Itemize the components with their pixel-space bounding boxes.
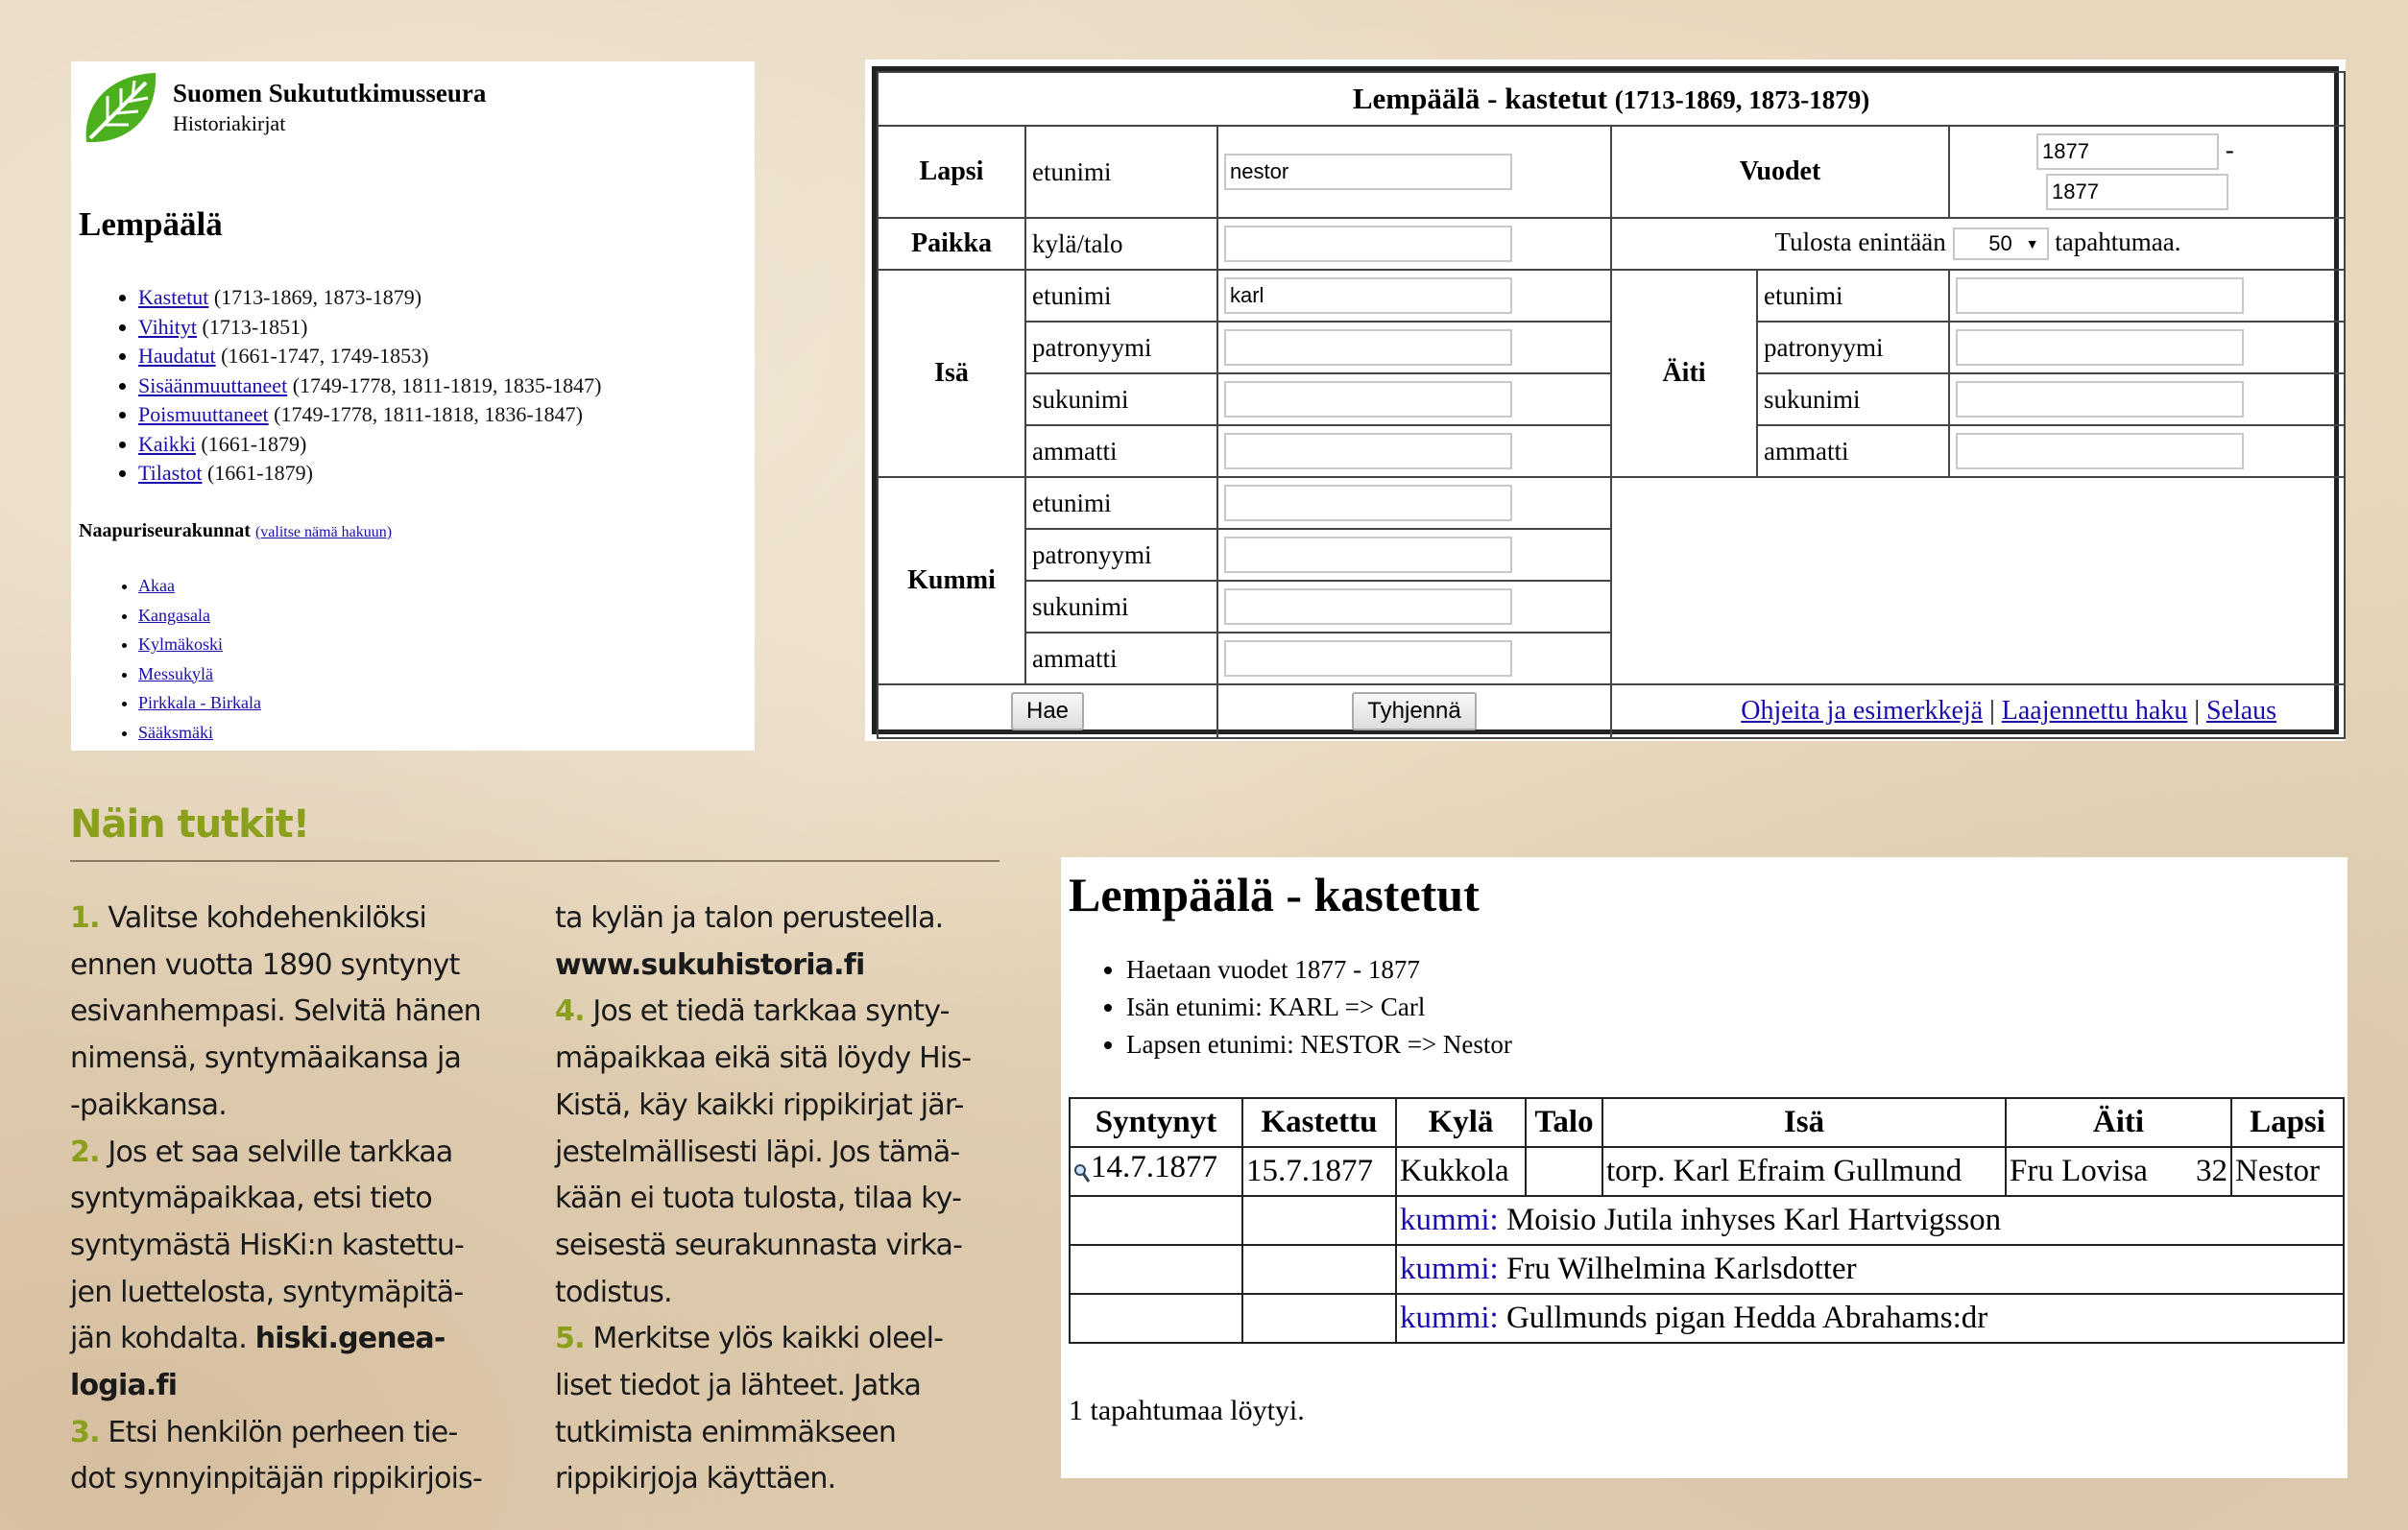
line-text: esivanhempasi. Selvitä hänen — [70, 994, 481, 1029]
dropdown-arrow-icon: ▼ — [2025, 236, 2039, 252]
line-text: liset tiedot ja lähteet. Jatka — [555, 1369, 922, 1403]
search-button[interactable]: Hae — [1011, 692, 1084, 730]
table-row — [1070, 1196, 2344, 1245]
events-label: tapahtumaa. — [2055, 227, 2181, 256]
mother-surname-input[interactable] — [1956, 381, 2244, 418]
empty-cell — [1070, 1245, 1242, 1294]
line-text: todistus. — [555, 1275, 672, 1309]
line-text: jestelmällisesti läpi. Jos tämä- — [555, 1135, 960, 1169]
text-line — [555, 989, 999, 1036]
browse-link[interactable]: Selaus — [2205, 696, 2277, 726]
step-number: 5. — [555, 1322, 585, 1356]
neighbor-link-kylmakoski[interactable]: Kylmäkoski — [138, 634, 223, 654]
link-separator: | — [2194, 696, 2200, 726]
godparent-cell — [1396, 1294, 2344, 1343]
magnifier-icon[interactable] — [1073, 1158, 1091, 1193]
line-text: syntymästä HisKi:n kastettu- — [70, 1228, 465, 1262]
field-cell — [1217, 322, 1611, 373]
list-item — [138, 688, 261, 718]
column-header: Äiti — [2006, 1098, 2231, 1147]
list-item — [138, 718, 261, 748]
record-period: (1713-1869, 1873-1879) — [213, 285, 422, 309]
field-label: patronyymi — [1025, 529, 1217, 581]
record-link-kastetut[interactable]: Kastetut — [138, 285, 209, 309]
year-dash: - — [2225, 135, 2234, 164]
born-date: 14.7.1877 — [1091, 1150, 1217, 1184]
max-results-select[interactable] — [1953, 227, 2049, 260]
list-item — [138, 342, 602, 371]
field-label: etunimi — [1757, 270, 1949, 322]
field-label: kylä/talo — [1025, 218, 1217, 270]
table-row — [1070, 1245, 2344, 1294]
record-list — [71, 283, 602, 489]
kummi-label: kummi: — [1400, 1301, 1499, 1335]
field-label: etunimi — [1025, 126, 1217, 218]
record-link-tilastot[interactable]: Tilastot — [138, 461, 203, 485]
line-text: Etsi henkilön perheen tie- — [108, 1415, 458, 1449]
list-item — [138, 283, 602, 313]
neighbor-link-messukyla[interactable]: Messukylä — [138, 663, 213, 683]
text-line — [555, 1316, 999, 1363]
record-period: (1661-1879) — [206, 461, 313, 485]
mother-first-name-input[interactable] — [1956, 277, 2244, 314]
field-label: ammatti — [1025, 633, 1217, 684]
line-text: Jos et tiedä tarkkaa synty- — [592, 994, 950, 1029]
line-text: dot synnyinpitäjän rippikirjois- — [70, 1462, 483, 1496]
line-text: nimensä, syntymäaikansa ja — [70, 1041, 462, 1076]
village-cell: Kukkola — [1396, 1147, 1526, 1196]
godparent-cell — [1396, 1245, 2344, 1294]
mother-name: Fru Lovisa — [2010, 1154, 2148, 1188]
field-label: sukunimi — [1025, 581, 1217, 633]
mother-cell — [2006, 1147, 2231, 1196]
mother-age: 32 — [2196, 1154, 2227, 1188]
neighbor-link-saaksmaki[interactable]: Sääksmäki — [138, 722, 213, 742]
howto-heading: Näin tutkit! — [70, 802, 309, 847]
village-house-input[interactable] — [1224, 226, 1512, 262]
step-number: 2. — [70, 1135, 100, 1169]
neighbor-link-pirkkala[interactable]: Pirkkala - Birkala — [138, 693, 261, 712]
field-cell — [1217, 529, 1611, 581]
howto-box — [70, 802, 1001, 1496]
field-label: etunimi — [1025, 270, 1217, 322]
year-to-input[interactable] — [2046, 174, 2228, 210]
clear-button-cell — [1217, 684, 1611, 738]
empty-cell — [1242, 1245, 1396, 1294]
godparent-name: Gullmunds pigan Hedda Abrahams:dr — [1505, 1301, 1988, 1335]
search-button-cell — [878, 684, 1217, 738]
neighbors-heading-text: Naapuriseurakunnat — [79, 520, 251, 541]
url-text: logia.fi — [70, 1369, 178, 1403]
results-table — [1069, 1097, 2345, 1344]
table-row — [1070, 1294, 2344, 1343]
record-link-haudatut[interactable]: Haudatut — [138, 344, 216, 368]
line-text: ennen vuotta 1890 syntynyt — [70, 947, 460, 982]
line-text: mäpaikkaa eikä sitä löydy His- — [555, 1041, 972, 1076]
godparent-patronym-input[interactable] — [1224, 537, 1512, 573]
text-line — [70, 1316, 514, 1363]
baptized-cell: 15.7.1877 — [1242, 1147, 1396, 1196]
field-label: sukunimi — [1025, 373, 1217, 425]
record-period: (1661-1747, 1749-1853) — [221, 344, 429, 368]
help-links — [1611, 684, 2345, 738]
line-text: kään ei tuota tulosta, tilaa ky- — [555, 1182, 962, 1216]
list-item — [138, 371, 602, 401]
line-text: Jos et saa selville tarkkaa — [108, 1135, 453, 1169]
field-cell — [1217, 218, 1611, 270]
record-period: (1713-1851) — [202, 314, 308, 339]
link-separator: | — [1989, 696, 1995, 726]
advanced-search-link[interactable]: Laajennettu haku — [2001, 696, 2188, 726]
father-occupation-input[interactable] — [1224, 433, 1512, 469]
record-period: (1749-1778, 1811-1818, 1836-1847) — [274, 402, 583, 426]
empty-cell — [1242, 1196, 1396, 1245]
table-row — [1070, 1147, 2344, 1196]
record-link-poismuuttaneet[interactable]: Poismuuttaneet — [138, 402, 269, 426]
form-title-years: (1713-1869, 1873-1879) — [1614, 85, 1870, 114]
list-item — [138, 400, 602, 430]
isa-label: Isä — [878, 270, 1025, 477]
list-item — [138, 571, 261, 601]
max-results-label: Tulosta enintään — [1774, 227, 1946, 256]
vuodet-label: Vuodet — [1611, 126, 1949, 218]
field-cell — [1217, 477, 1611, 529]
list-item: • Isän etunimi: KARL => Carl — [1126, 989, 1512, 1026]
text-line — [70, 1130, 514, 1177]
text-line — [70, 896, 514, 943]
record-link-kaikki[interactable]: Kaikki — [138, 431, 196, 456]
field-cell — [1217, 633, 1611, 684]
criteria-list — [1061, 951, 1512, 1064]
line-text: syntymäpaikkaa, etsi tieto — [70, 1182, 432, 1216]
house-cell — [1526, 1147, 1602, 1196]
line-text: jän kohdalta. — [70, 1322, 247, 1356]
record-period: (1661-1879) — [201, 431, 307, 456]
text-line — [70, 1410, 514, 1457]
field-label: patronyymi — [1025, 322, 1217, 373]
godparent-surname-input[interactable] — [1224, 588, 1512, 625]
results-title: Lempäälä - kastetut — [1069, 868, 1480, 921]
field-label: etunimi — [1025, 477, 1217, 529]
text-line — [70, 1363, 514, 1410]
kummi-label: Kummi — [878, 477, 1025, 684]
paikka-label: Paikka — [878, 218, 1025, 270]
column-header: Kylä — [1396, 1098, 1526, 1147]
url-text: www.sukuhistoria.fi — [555, 947, 865, 982]
column-header: Talo — [1526, 1098, 1602, 1147]
field-cell — [1217, 126, 1611, 218]
form-title — [878, 72, 2345, 126]
line-text: ta kylän ja talon perusteella. — [555, 901, 944, 935]
field-label: ammatti — [1025, 425, 1217, 477]
step-number: 1. — [70, 901, 100, 935]
line-text: Valitse kohdehenkilöksi — [108, 901, 427, 935]
field-label: patronyymi — [1757, 322, 1949, 373]
leaf-logo-icon — [79, 67, 161, 150]
father-surname-input[interactable] — [1224, 381, 1512, 418]
select-neighbors-link[interactable]: (valitse nämä hakuun) — [254, 524, 393, 540]
mother-patronym-input[interactable] — [1956, 329, 2244, 366]
lapsi-label: Lapsi — [878, 126, 1025, 218]
url-text: hiski.genea- — [254, 1322, 445, 1356]
search-form — [872, 66, 2339, 734]
line-text: Merkitse ylös kaikki oleel- — [592, 1322, 944, 1356]
godparent-cell — [1396, 1196, 2344, 1245]
list-item — [138, 659, 261, 689]
empty-cell — [1070, 1196, 1242, 1245]
field-cell — [1217, 425, 1611, 477]
mother-occupation-input[interactable] — [1956, 433, 2244, 469]
born-cell — [1070, 1147, 1242, 1196]
father-first-name-input[interactable] — [1224, 277, 1512, 314]
table-header — [1070, 1098, 2344, 1147]
record-period: (1749-1778, 1811-1819, 1835-1847) — [292, 372, 602, 397]
column-header: Syntynyt — [1070, 1098, 1242, 1147]
column-header: Kastettu — [1242, 1098, 1396, 1147]
neighbor-link-kangasala[interactable]: Kangasala — [138, 605, 210, 625]
list-item — [138, 459, 602, 489]
howto-column-2 — [555, 896, 999, 1503]
field-cell — [1949, 373, 2345, 425]
clear-button[interactable]: Tyhjennä — [1352, 692, 1476, 730]
step-number: 4. — [555, 994, 585, 1029]
search-form-table — [877, 71, 2346, 739]
line-text: seisestä seurakunnasta virka- — [555, 1228, 963, 1262]
list-item — [138, 430, 602, 460]
field-label: ammatti — [1757, 425, 1949, 477]
list-item — [138, 313, 602, 343]
godparent-occupation-input[interactable] — [1224, 640, 1512, 677]
divider — [70, 860, 999, 862]
line-text: tutkimista enimmäkseen — [555, 1415, 897, 1449]
kummi-label: kummi: — [1400, 1203, 1499, 1237]
search-form-panel — [865, 60, 2346, 741]
record-link-sisaanmuuttaneet[interactable]: Sisäänmuuttaneet — [138, 372, 288, 397]
field-label: sukunimi — [1757, 373, 1949, 425]
org-subtitle: Historiakirjat — [173, 111, 286, 135]
empty-cell — [1242, 1294, 1396, 1343]
field-cell — [1217, 270, 1611, 322]
child-first-name-input[interactable] — [1224, 154, 1512, 190]
list-item: • Lapsen etunimi: NESTOR => Nestor — [1126, 1026, 1512, 1064]
child-cell: Nestor — [2231, 1147, 2344, 1196]
howto-column-1 — [70, 896, 514, 1503]
form-title-text: Lempäälä - kastetut — [1352, 82, 1608, 115]
column-header: Lapsi — [2231, 1098, 2344, 1147]
father-patronym-input[interactable] — [1224, 329, 1512, 366]
line-text: Kistä, käy kaikki rippikirjat jär- — [555, 1088, 964, 1122]
aiti-label: Äiti — [1611, 270, 1757, 477]
line-text: rippikirjoja käyttäen. — [555, 1462, 836, 1496]
field-cell — [1949, 425, 2345, 477]
field-cell — [1217, 373, 1611, 425]
neighbor-list — [71, 571, 261, 747]
neighbor-link-akaa[interactable]: Akaa — [138, 576, 175, 595]
field-cell — [1949, 270, 2345, 322]
text-line — [555, 943, 999, 990]
neighbors-heading — [79, 520, 392, 542]
column-header: Isä — [1602, 1098, 2006, 1147]
years-cell — [1949, 126, 2345, 218]
max-results-cell — [1611, 218, 2345, 270]
line-text: -paikkansa. — [70, 1088, 227, 1122]
empty-cell — [1611, 477, 2345, 684]
list-item — [138, 601, 261, 631]
field-cell — [1949, 322, 2345, 373]
org-name: Suomen Sukututkimusseura — [173, 79, 487, 108]
results-panel — [1061, 857, 2348, 1478]
father-cell: torp. Karl Efraim Gullmund — [1602, 1147, 2006, 1196]
parish-heading: Lempäälä — [79, 205, 223, 243]
line-text: jen luettelosta, syntymäpitä- — [70, 1275, 464, 1309]
field-cell — [1217, 581, 1611, 633]
site-panel — [71, 61, 755, 751]
list-item: • Haetaan vuodet 1877 - 1877 — [1126, 951, 1512, 989]
list-item — [138, 630, 261, 659]
year-from-input[interactable] — [2036, 133, 2219, 170]
step-number: 3. — [70, 1415, 100, 1449]
godparent-name: Moisio Jutila inhyses Karl Hartvigsson — [1505, 1203, 2002, 1237]
record-link-vihityt[interactable]: Vihityt — [138, 314, 198, 339]
help-examples-link[interactable]: Ohjeita ja esimerkkejä — [1741, 696, 1984, 726]
kummi-label: kummi: — [1400, 1252, 1499, 1286]
godparent-name: Fru Wilhelmina Karlsdotter — [1505, 1252, 1857, 1286]
max-results-value: 50 — [1988, 231, 2012, 256]
godparent-first-name-input[interactable] — [1224, 485, 1512, 521]
empty-cell — [1070, 1294, 1242, 1343]
results-count: 1 tapahtumaa löytyi. — [1069, 1395, 1305, 1426]
